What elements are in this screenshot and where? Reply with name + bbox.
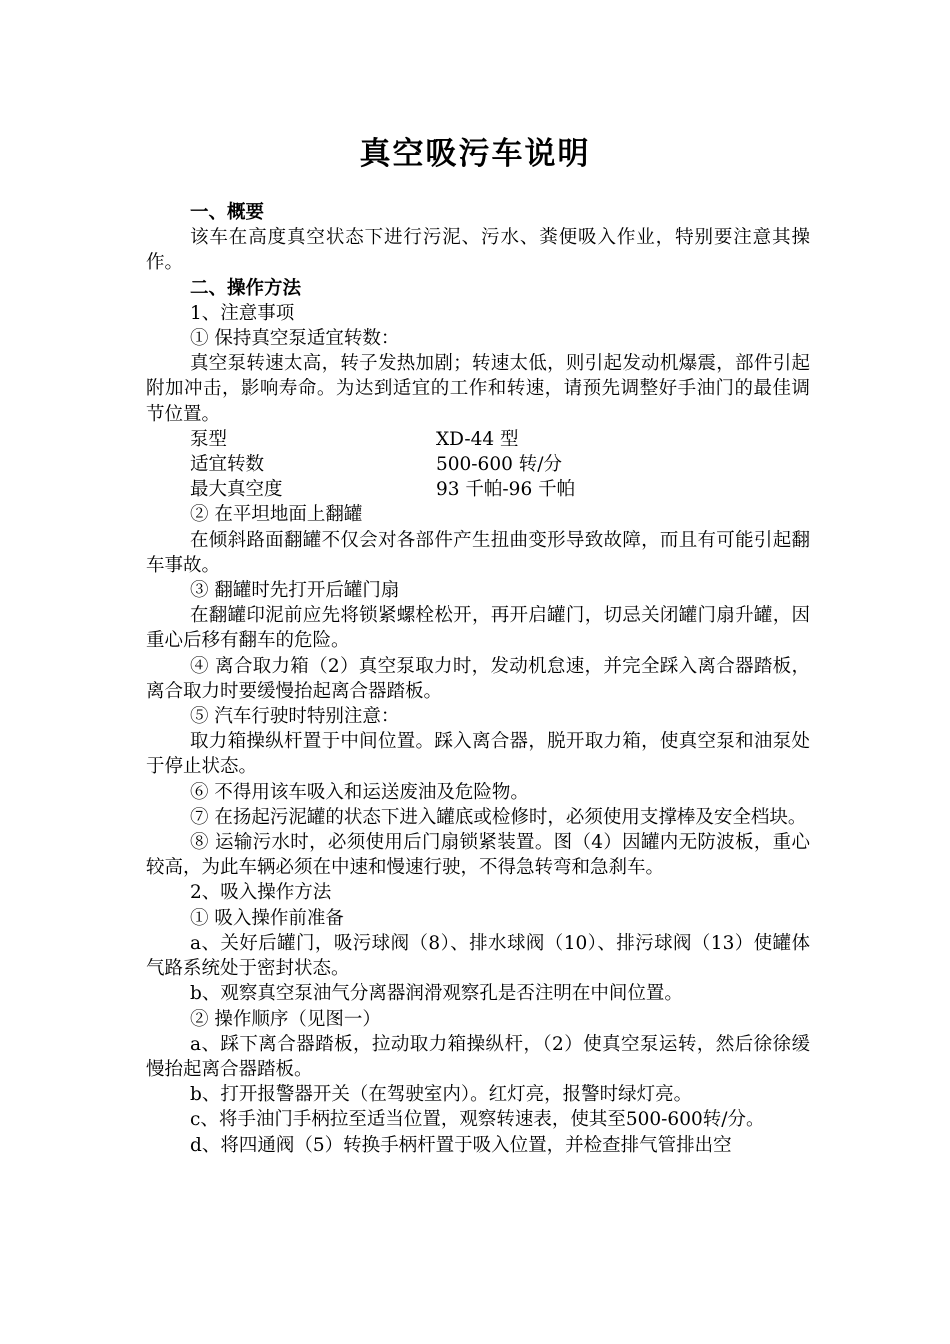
list-item: ⑦ 在扬起污泥罐的状态下进入罐底或检修时，必须使用支撑棒及安全档块。 — [190, 806, 807, 828]
list-item: ④ 离合取力箱（2）真空泵取力时，发动机怠速，并完全踩入离合器踏板，离合取力时要缓慢抬起离合器踏板。 — [146, 655, 810, 702]
list-item: ③ 翻罐时先打开后罐门扇 — [190, 580, 400, 602]
list-item: ⑥ 不得用该车吸入和运送废油及危险物。 — [190, 781, 529, 803]
spec-label: 适宜转数 — [190, 454, 265, 476]
list-item: ② 操作顺序（见图一） — [190, 1008, 381, 1030]
section-heading: 二、操作方法 — [190, 277, 302, 299]
paragraph: 该车在高度真空状态下进行污泥、污水、粪便吸入作业，特别要注意其操作。 — [146, 227, 810, 274]
spec-value: 93 千帕-96 千帕 — [436, 479, 576, 501]
paragraph: d、将四通阀（5）转换手柄杆置于吸入位置，并检查排气管排出空 — [190, 1134, 732, 1156]
spec-label: 最大真空度 — [190, 479, 283, 501]
spec-row — [146, 427, 810, 452]
spec-value: 500-600 转/分 — [436, 454, 562, 476]
paragraph: 在倾斜路面翻罐不仅会对各部件产生扭曲变形导致故障，而且有可能引起翻车事故。 — [146, 529, 810, 576]
subsection-heading: 2、吸入操作方法 — [190, 882, 332, 904]
document-title: 真空吸污车说明 — [359, 136, 591, 172]
spec-row — [146, 452, 810, 477]
list-item: ② 在平坦地面上翻罐 — [190, 504, 363, 526]
spec-value: XD-44 型 — [436, 428, 519, 450]
paragraph: b、观察真空泵油气分离器润滑观察孔是否注明在中间位置。 — [190, 983, 683, 1005]
list-item: ⑤ 汽车行驶时特别注意： — [190, 706, 400, 728]
paragraph: 在翻罐印泥前应先将锁紧螺栓松开，再开启罐门，切忌关闭罐门扇升罐，因重心后移有翻车的危险。 — [146, 605, 810, 652]
spec-label: 泵型 — [190, 428, 228, 450]
spec-row — [146, 477, 810, 502]
list-item: ① 保持真空泵适宜转数： — [190, 328, 400, 350]
paragraph: b、打开报警器开关（在驾驶室内）。红灯亮，报警时绿灯亮。 — [190, 1084, 693, 1106]
paragraph: a、关好后罐门，吸污球阀（8）、排水球阀（10）、排污球阀（13）使罐体气路系统处于密封状态。 — [146, 932, 810, 980]
list-item: ① 吸入操作前准备 — [190, 907, 344, 929]
paragraph: 取力箱操纵杆置于中间位置。踩入离合器，脱开取力箱，使真空泵和油泵处于停止状态。 — [146, 731, 810, 778]
section-heading: 一、概要 — [190, 202, 265, 223]
document-body — [146, 200, 810, 1158]
list-item: ⑧ 运输污水时，必须使用后门扇锁紧装置。图（4）因罐内无防波板，重心较高，为此车辆必须在中速和慢速行驶，不得急转弯和急刹车。 — [146, 832, 810, 879]
paragraph: a、踩下离合器踏板，拉动取力箱操纵杆，（2）使真空泵运转，然后徐徐缓慢抬起离合器踏板。 — [146, 1033, 810, 1080]
subsection-heading: 1、注意事项 — [190, 302, 295, 324]
paragraph: 真空泵转速太高，转子发热加剧；转速太低，则引起发动机爆震，部件引起附加冲击，影响寿命。为达到适宜的工作和转速，请预先调整好手油门的最佳调节位置。 — [146, 353, 810, 425]
paragraph: c、将手油门手柄拉至适当位置，观察转速表，使其至500-600转/分。 — [190, 1109, 765, 1131]
